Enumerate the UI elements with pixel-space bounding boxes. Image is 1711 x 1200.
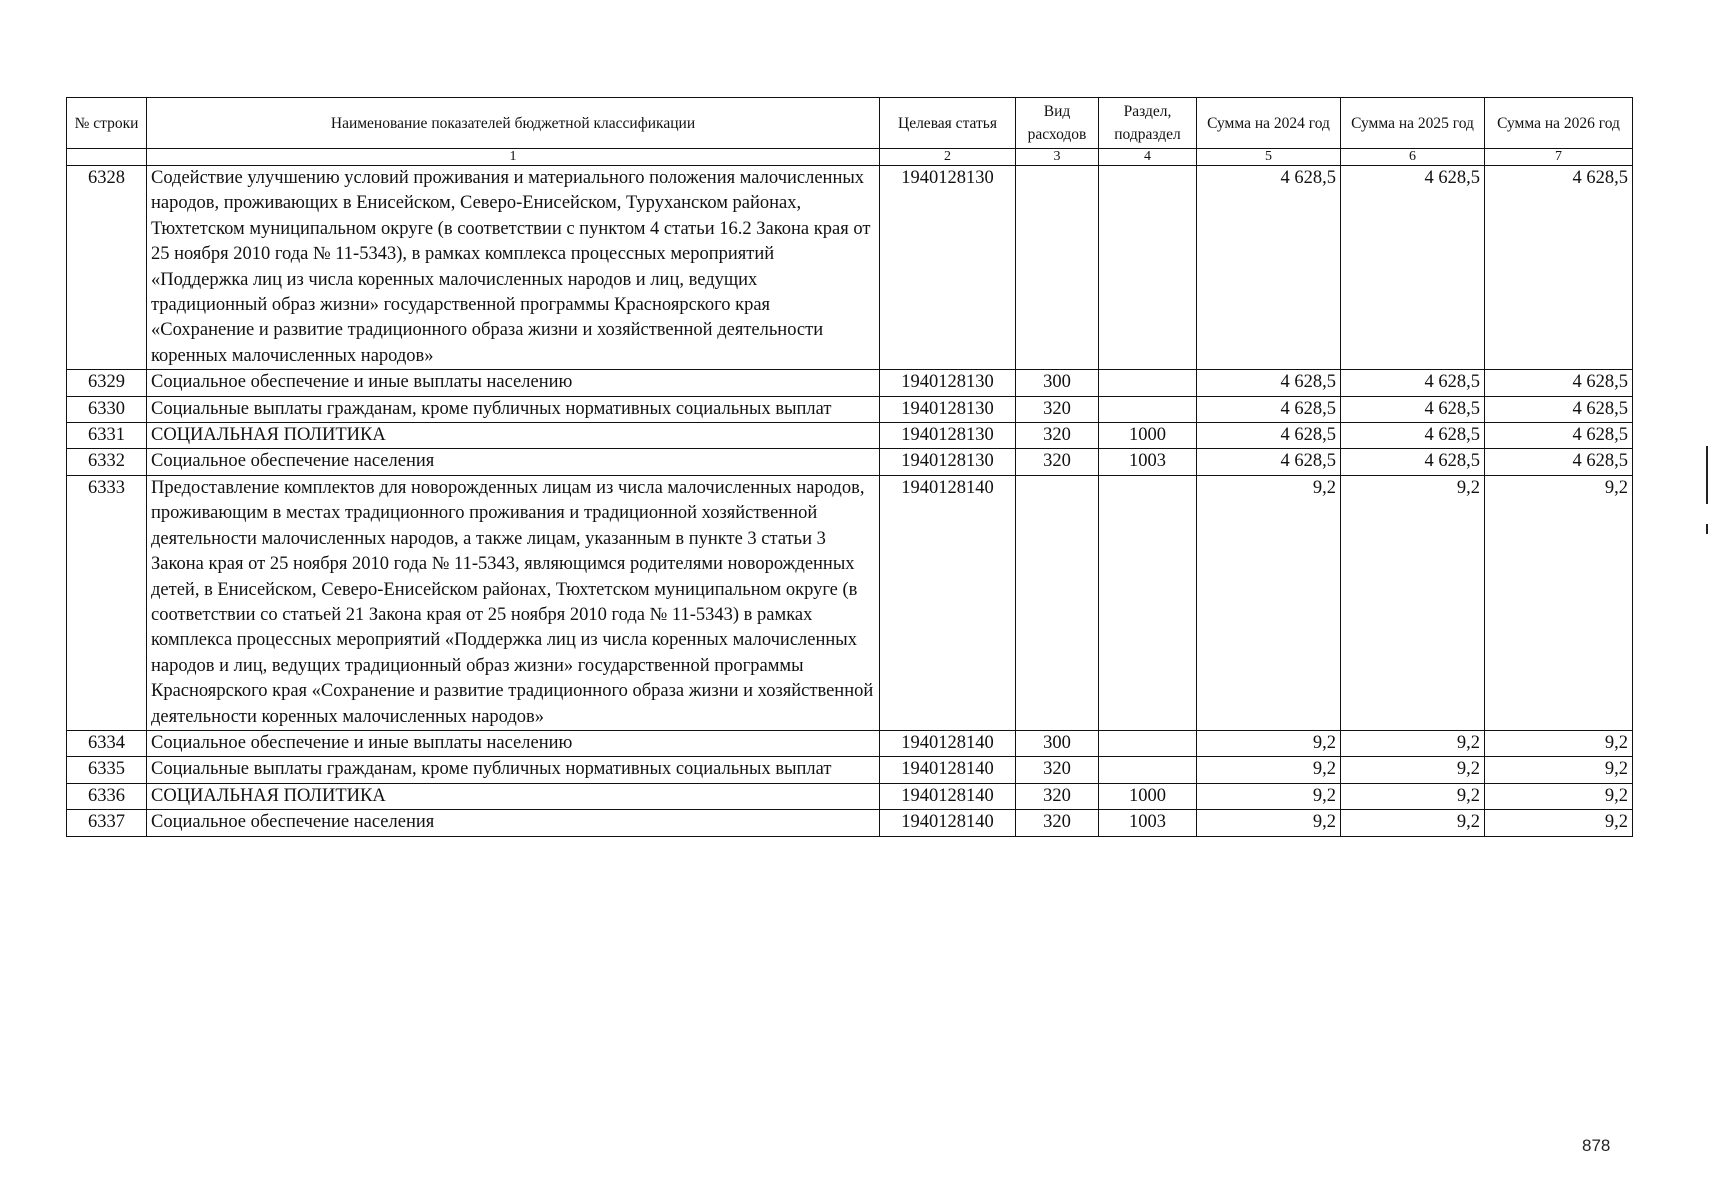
- table-row: [67, 423, 1633, 449]
- header-expense: Вид расходов: [1016, 98, 1099, 149]
- budget-table: [66, 97, 1633, 837]
- table-row: [67, 475, 1633, 730]
- table-row: [67, 783, 1633, 809]
- column-number: 1: [147, 149, 880, 166]
- sum-2026-cell: 4 628,5: [1485, 396, 1633, 422]
- target-article-cell: 1940128130: [880, 396, 1016, 422]
- row-name-cell: Социальные выплаты гражданам, кроме публичных нормативных социальных выплат: [147, 396, 880, 422]
- row-number-cell: 6330: [67, 396, 147, 422]
- sum-2026-cell: 4 628,5: [1485, 423, 1633, 449]
- scan-edge-mark: [1706, 446, 1708, 504]
- row-number-cell: 6335: [67, 757, 147, 783]
- row-name-cell: СОЦИАЛЬНАЯ ПОЛИТИКА: [147, 783, 880, 809]
- section-cell: [1099, 166, 1197, 370]
- row-number-cell: 6332: [67, 449, 147, 475]
- section-cell: [1099, 396, 1197, 422]
- table-body: [67, 166, 1633, 837]
- scan-edge-mark: [1706, 524, 1708, 534]
- header-target: Целевая статья: [880, 98, 1016, 149]
- row-name-cell: Социальное обеспечение населения: [147, 810, 880, 836]
- sum-2024-cell: 9,2: [1197, 783, 1341, 809]
- row-number-cell: 6334: [67, 730, 147, 756]
- target-article-cell: 1940128130: [880, 449, 1016, 475]
- section-cell: [1099, 370, 1197, 396]
- sum-2026-cell: 9,2: [1485, 783, 1633, 809]
- header-row: [67, 98, 1633, 149]
- table-row: [67, 396, 1633, 422]
- section-cell: [1099, 475, 1197, 730]
- section-cell: [1099, 730, 1197, 756]
- row-name-cell: СОЦИАЛЬНАЯ ПОЛИТИКА: [147, 423, 880, 449]
- sum-2026-cell: 9,2: [1485, 475, 1633, 730]
- section-cell: 1003: [1099, 449, 1197, 475]
- row-number-cell: 6331: [67, 423, 147, 449]
- table-row: [67, 449, 1633, 475]
- section-cell: 1003: [1099, 810, 1197, 836]
- sum-2025-cell: 9,2: [1341, 730, 1485, 756]
- column-number: 6: [1341, 149, 1485, 166]
- row-number-cell: 6337: [67, 810, 147, 836]
- section-cell: 1000: [1099, 423, 1197, 449]
- row-number-cell: 6336: [67, 783, 147, 809]
- sum-2026-cell: 9,2: [1485, 757, 1633, 783]
- target-article-cell: 1940128140: [880, 730, 1016, 756]
- sum-2024-cell: 4 628,5: [1197, 166, 1341, 370]
- column-number: 4: [1099, 149, 1197, 166]
- column-number: 3: [1016, 149, 1099, 166]
- sum-2024-cell: 9,2: [1197, 810, 1341, 836]
- sum-2024-cell: 4 628,5: [1197, 370, 1341, 396]
- sum-2025-cell: 9,2: [1341, 757, 1485, 783]
- sum-2024-cell: 4 628,5: [1197, 396, 1341, 422]
- target-article-cell: 1940128140: [880, 783, 1016, 809]
- header-sum-2025: Сумма на 2025 год: [1341, 98, 1485, 149]
- table-row: [67, 166, 1633, 370]
- table-row: [67, 757, 1633, 783]
- row-name-cell: Социальные выплаты гражданам, кроме публичных нормативных социальных выплат: [147, 757, 880, 783]
- sum-2024-cell: 9,2: [1197, 730, 1341, 756]
- sum-2026-cell: 4 628,5: [1485, 449, 1633, 475]
- row-name-cell: Предоставление комплектов для новорожденных лицам из числа малочисленных народов, проживающим в местах традиционного проживания и традиционной хозяйственной деятельности малочисленных народов, а также лицам, указанным в пункте 3 статьи 3 Закона края от 25 ноября 2010 года № 11-5343, являющимся родителями новорожденных детей, в Енисейском, Северо-Енисейском районах, Тюхтетском муниципальном округе (в соответствии со статьей 21 Закона края от 25 ноября 2010 года № 11-5343) в рамках комплекса процессных мероприятий «Поддержка лиц из числа коренных малочисленных народов и лиц, ведущих традиционный образ жизни» государственной программы Красноярского края «Сохранение и развитие традиционного образа жизни и хозяйственной деятельности коренных малочисленных народов»: [147, 475, 880, 730]
- sum-2026-cell: 4 628,5: [1485, 166, 1633, 370]
- header-name: Наименование показателей бюджетной классификации: [147, 98, 880, 149]
- sum-2025-cell: 9,2: [1341, 475, 1485, 730]
- sum-2025-cell: 4 628,5: [1341, 449, 1485, 475]
- sum-2024-cell: 4 628,5: [1197, 449, 1341, 475]
- section-cell: 1000: [1099, 783, 1197, 809]
- sum-2025-cell: 9,2: [1341, 783, 1485, 809]
- header-sum-2024: Сумма на 2024 год: [1197, 98, 1341, 149]
- column-number: 7: [1485, 149, 1633, 166]
- column-number: [67, 149, 147, 166]
- sum-2024-cell: 9,2: [1197, 757, 1341, 783]
- column-number: 2: [880, 149, 1016, 166]
- page-number: 878: [1582, 1136, 1611, 1155]
- expense-type-cell: 320: [1016, 423, 1099, 449]
- target-article-cell: 1940128140: [880, 810, 1016, 836]
- sum-2026-cell: 9,2: [1485, 810, 1633, 836]
- expense-type-cell: 320: [1016, 810, 1099, 836]
- expense-type-cell: 300: [1016, 370, 1099, 396]
- target-article-cell: 1940128140: [880, 757, 1016, 783]
- table-row: [67, 730, 1633, 756]
- sum-2025-cell: 4 628,5: [1341, 166, 1485, 370]
- sum-2025-cell: 4 628,5: [1341, 396, 1485, 422]
- target-article-cell: 1940128130: [880, 166, 1016, 370]
- expense-type-cell: [1016, 475, 1099, 730]
- sum-2024-cell: 4 628,5: [1197, 423, 1341, 449]
- sum-2025-cell: 4 628,5: [1341, 423, 1485, 449]
- row-number-cell: 6328: [67, 166, 147, 370]
- sum-2026-cell: 4 628,5: [1485, 370, 1633, 396]
- expense-type-cell: 300: [1016, 730, 1099, 756]
- expense-type-cell: [1016, 166, 1099, 370]
- expense-type-cell: 320: [1016, 757, 1099, 783]
- sum-2026-cell: 9,2: [1485, 730, 1633, 756]
- sum-2025-cell: 9,2: [1341, 810, 1485, 836]
- target-article-cell: 1940128130: [880, 423, 1016, 449]
- header-section: Раздел, подраздел: [1099, 98, 1197, 149]
- row-name-cell: Социальное обеспечение и иные выплаты населению: [147, 730, 880, 756]
- expense-type-cell: 320: [1016, 396, 1099, 422]
- row-number-cell: 6333: [67, 475, 147, 730]
- row-number-cell: 6329: [67, 370, 147, 396]
- column-number: 5: [1197, 149, 1341, 166]
- header-sum-2026: Сумма на 2026 год: [1485, 98, 1633, 149]
- row-name-cell: Социальное обеспечение и иные выплаты населению: [147, 370, 880, 396]
- row-name-cell: Содействие улучшению условий проживания и материального положения малочисленных народов, проживающих в Енисейском, Северо-Енисейском, Туруханском районах, Тюхтетском муниципальном округе (в соответствии с пунктом 4 статьи 16.2 Закона края от 25 ноября 2010 года № 11-5343), в рамках комплекса процессных мероприятий «Поддержка лиц из числа коренных малочисленных народов и лиц, ведущих традиционный образ жизни» государственной программы Красноярского края «Сохранение и развитие традиционного образа жизни и хозяйственной деятельности коренных малочисленных народов»: [147, 166, 880, 370]
- sum-2024-cell: 9,2: [1197, 475, 1341, 730]
- expense-type-cell: 320: [1016, 783, 1099, 809]
- target-article-cell: 1940128140: [880, 475, 1016, 730]
- row-name-cell: Социальное обеспечение населения: [147, 449, 880, 475]
- section-cell: [1099, 757, 1197, 783]
- target-article-cell: 1940128130: [880, 370, 1016, 396]
- header-row-no: № строки: [67, 98, 147, 149]
- column-number-row: [67, 149, 1633, 166]
- expense-type-cell: 320: [1016, 449, 1099, 475]
- sum-2025-cell: 4 628,5: [1341, 370, 1485, 396]
- table-row: [67, 370, 1633, 396]
- table-row: [67, 810, 1633, 836]
